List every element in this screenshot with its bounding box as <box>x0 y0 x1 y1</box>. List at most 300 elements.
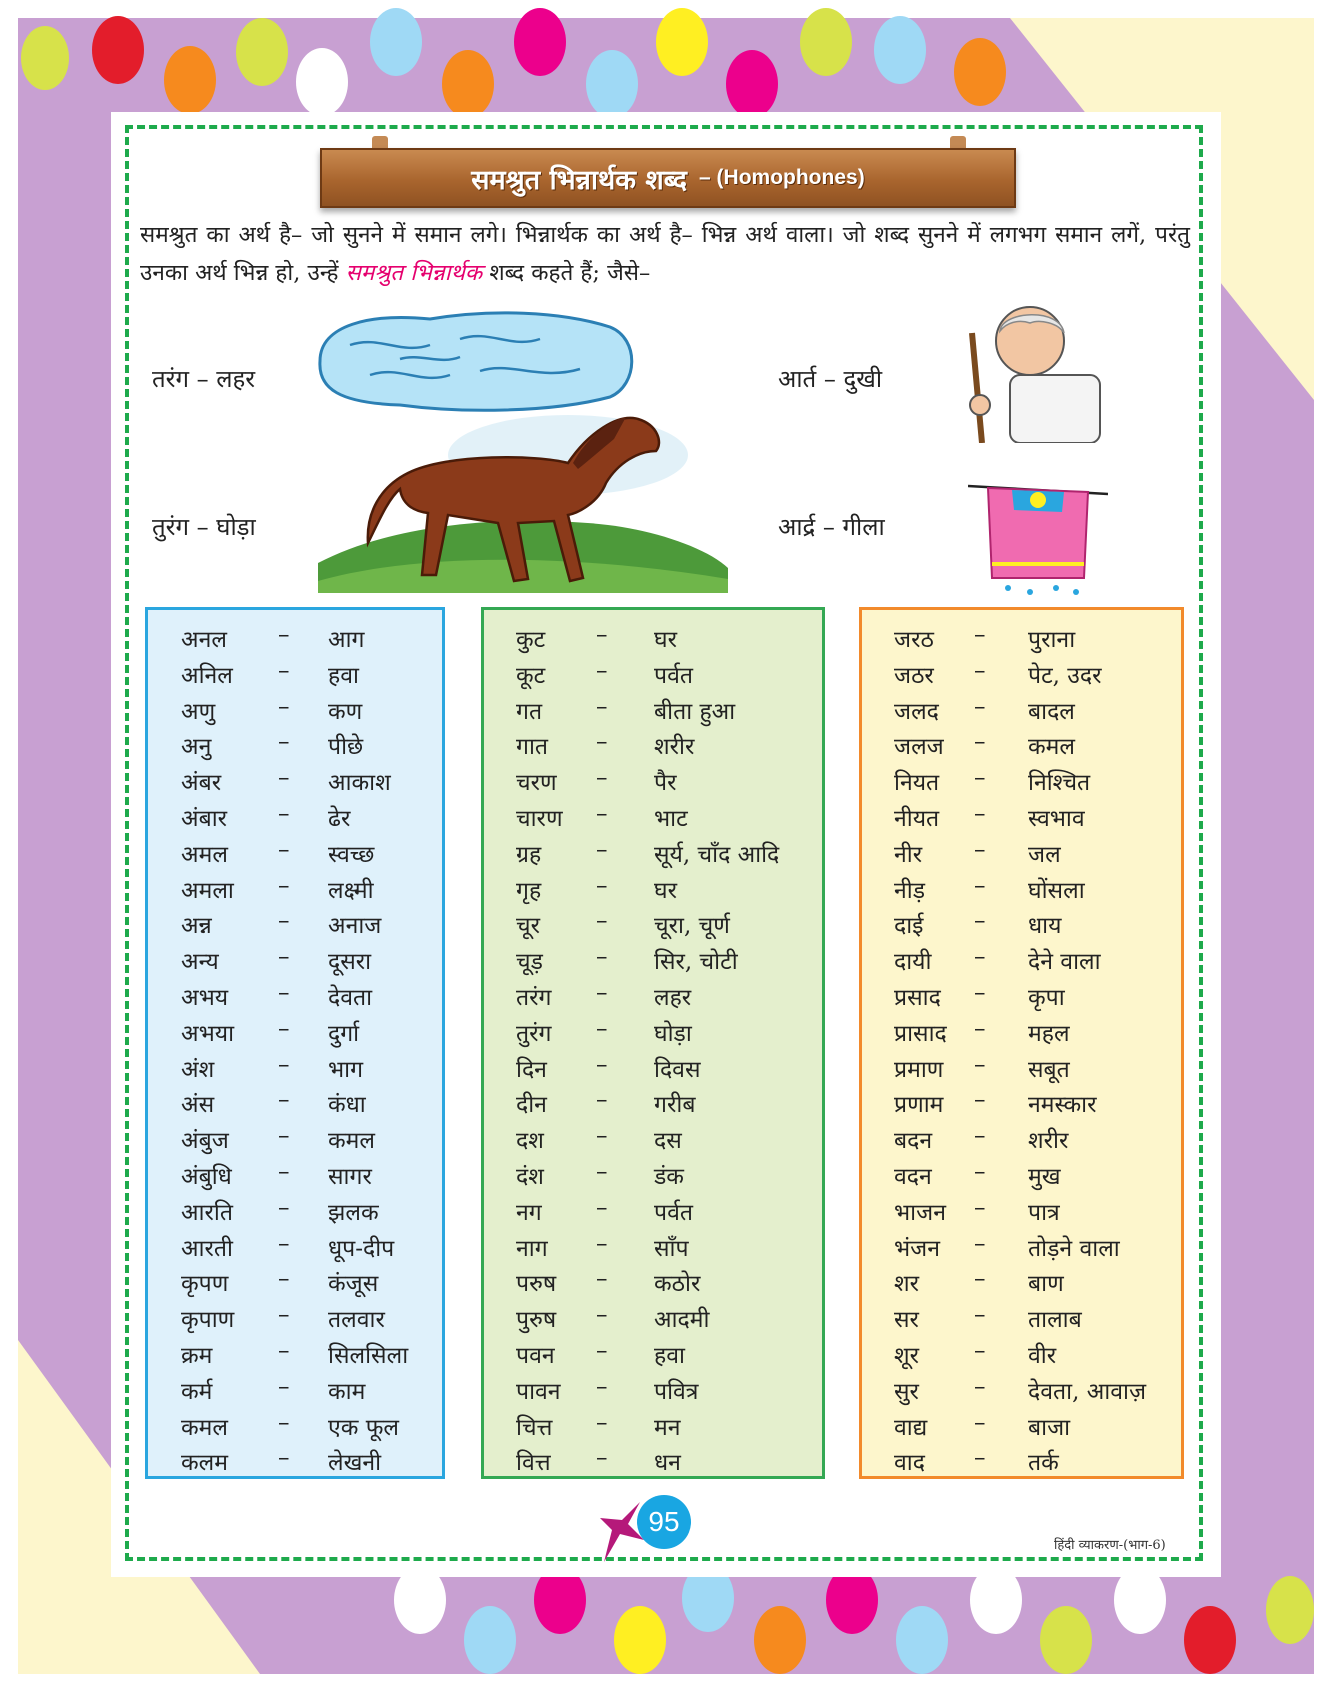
meaning: कमल <box>328 1128 376 1155</box>
word: भंजन <box>894 1235 940 1262</box>
word: अमल <box>181 841 228 868</box>
meaning: बाण <box>1028 1271 1064 1298</box>
dash-separator: – <box>974 800 986 827</box>
word-row <box>862 1083 1181 1119</box>
meaning: सबूत <box>1028 1056 1070 1083</box>
dash-separator: – <box>974 622 986 648</box>
word-row <box>148 654 442 690</box>
meaning: हवा <box>654 1342 685 1369</box>
word: अंबार <box>181 805 228 832</box>
word-row <box>862 976 1181 1012</box>
word-row <box>484 904 822 940</box>
word-row <box>484 1119 822 1155</box>
meaning: भाग <box>328 1056 364 1083</box>
word-row <box>484 1191 822 1227</box>
meaning: सिलसिला <box>328 1342 409 1369</box>
word: दायी <box>894 949 932 976</box>
dash-separator: – <box>596 1230 608 1257</box>
meaning: देने वाला <box>1028 949 1101 976</box>
title-english: – (Homophones) <box>699 166 865 189</box>
dash-separator: – <box>596 836 608 863</box>
word-row <box>484 1334 822 1370</box>
meaning: सूर्य, चाँद आदि <box>654 841 780 868</box>
word: दिन <box>516 1056 547 1083</box>
meaning: पात्र <box>1028 1199 1060 1226</box>
horse-illustration <box>318 403 728 593</box>
dash-separator: – <box>278 1051 290 1078</box>
meaning: पवित्र <box>654 1378 699 1405</box>
meaning: तालाब <box>1028 1307 1082 1334</box>
dash-separator: – <box>278 1409 290 1436</box>
meaning: काम <box>328 1378 366 1405</box>
dash-separator: – <box>278 1445 290 1472</box>
word-row <box>862 1191 1181 1227</box>
meaning: नमस्कार <box>1028 1092 1097 1119</box>
word-row <box>862 1155 1181 1191</box>
word: अंस <box>181 1092 215 1119</box>
word: वदन <box>894 1163 932 1190</box>
meaning: दूसरा <box>328 949 372 976</box>
word-row <box>862 1119 1181 1155</box>
meaning: घर <box>654 877 677 904</box>
meaning: पीछे <box>328 734 364 761</box>
word: कृपाण <box>181 1307 235 1334</box>
meaning: देवता, आवाज़ <box>1028 1378 1147 1405</box>
example-pair-3: तुरंग – घोड़ा <box>152 513 256 541</box>
word: कुट <box>516 627 546 653</box>
word: दीन <box>516 1092 547 1119</box>
word-row <box>484 940 822 976</box>
word-row <box>148 833 442 869</box>
word: अन्य <box>181 949 219 976</box>
meaning: तलवार <box>328 1307 385 1334</box>
word-row <box>862 797 1181 833</box>
dash-separator: – <box>278 1302 290 1329</box>
word: नीर <box>894 841 923 868</box>
meaning: दुर्गा <box>328 1020 360 1047</box>
dash-separator: – <box>596 1302 608 1329</box>
dash-separator: – <box>278 765 290 792</box>
word-row <box>148 1155 442 1191</box>
dash-separator: – <box>278 908 290 935</box>
intro-text-after: शब्द कहते हैं; जैसे– <box>482 260 651 286</box>
dash-separator: – <box>974 1158 986 1185</box>
dash-separator: – <box>974 1266 986 1293</box>
meaning: आकाश <box>328 770 391 797</box>
meaning: जल <box>1028 841 1061 868</box>
dash-separator: – <box>596 765 608 792</box>
word-row <box>148 904 442 940</box>
dash-separator: – <box>974 729 986 756</box>
word-row <box>148 869 442 905</box>
dash-separator: – <box>974 908 986 935</box>
word-row <box>862 618 1181 654</box>
word-row <box>862 833 1181 869</box>
word: प्रमाण <box>894 1056 944 1083</box>
dash-separator: – <box>596 729 608 756</box>
dash-separator: – <box>974 1373 986 1400</box>
dash-separator: – <box>278 1337 290 1364</box>
dash-separator: – <box>278 729 290 756</box>
word-row <box>148 725 442 761</box>
meaning: पर्वत <box>654 662 693 689</box>
meaning: निश्चित <box>1028 770 1091 797</box>
intro-paragraph <box>140 216 1190 292</box>
dash-separator: – <box>596 1445 608 1472</box>
word: प्रसाद <box>894 984 941 1011</box>
meaning: दस <box>654 1128 682 1155</box>
word-column-orange <box>859 607 1184 1479</box>
word: आरती <box>181 1235 233 1262</box>
word: सुर <box>894 1378 919 1405</box>
word: जरठ <box>894 627 934 653</box>
dash-separator: – <box>596 1409 608 1436</box>
dash-separator: – <box>974 1015 986 1042</box>
word: चित्त <box>516 1414 553 1441</box>
word-row <box>862 1262 1181 1298</box>
word: अनु <box>181 734 212 761</box>
word-row <box>484 690 822 726</box>
dash-separator: – <box>278 1015 290 1042</box>
word: वित्त <box>516 1450 551 1477</box>
meaning: झलक <box>328 1199 379 1226</box>
dash-separator: – <box>278 979 290 1006</box>
meaning: डंक <box>654 1163 684 1190</box>
word-row <box>148 1298 442 1334</box>
word-row <box>484 1406 822 1442</box>
word-row <box>484 725 822 761</box>
word: चारण <box>516 805 563 832</box>
word: पवन <box>516 1342 555 1369</box>
word: भाजन <box>894 1199 946 1226</box>
meaning: घर <box>654 627 677 653</box>
meaning: चूरा, चूर्ण <box>654 913 730 940</box>
dash-separator: – <box>278 836 290 863</box>
intro-text-before: समश्रुत का अर्थ है– जो सुनने में समान लगे। भिन्नार्थक का अर्थ है– भिन्न अर्थ वाला। जो शब्द सुनने में लगभग समान लगें, परंतु उनका अर्थ भिन्न हो, उन्हें <box>140 222 1190 286</box>
word-row <box>484 761 822 797</box>
word: बदन <box>894 1128 933 1155</box>
word: शर <box>894 1271 920 1298</box>
word-row <box>148 1441 442 1477</box>
dash-separator: – <box>278 693 290 720</box>
word: वाद <box>894 1450 925 1477</box>
dash-separator: – <box>974 1445 986 1472</box>
word: गृह <box>516 877 542 904</box>
dash-separator: – <box>974 872 986 899</box>
word: वाद्य <box>894 1414 928 1441</box>
dash-separator: – <box>278 1123 290 1150</box>
meaning: मन <box>654 1414 681 1441</box>
dash-separator: – <box>596 622 608 648</box>
word-row <box>862 1048 1181 1084</box>
word: नग <box>516 1199 542 1226</box>
dash-separator: – <box>596 1123 608 1150</box>
word-row <box>148 1012 442 1048</box>
word: चूर <box>516 913 541 940</box>
dash-separator: – <box>974 1337 986 1364</box>
dash-separator: – <box>278 622 290 648</box>
meaning: भाट <box>654 805 688 832</box>
word-row <box>484 1155 822 1191</box>
dash-separator: – <box>596 657 608 684</box>
dash-separator: – <box>278 657 290 684</box>
word-row <box>862 904 1181 940</box>
book-footer: हिंदी व्याकरण-(भाग-6) <box>1054 1538 1166 1553</box>
word-row <box>484 1012 822 1048</box>
example-pair-4: आर्द्र – गीला <box>778 513 885 541</box>
meaning: लक्ष्मी <box>328 877 374 904</box>
dash-separator: – <box>596 1015 608 1042</box>
word: गात <box>516 734 549 761</box>
dash-separator: – <box>278 1373 290 1400</box>
word: दाई <box>894 913 924 940</box>
word: अंबुधि <box>181 1163 232 1190</box>
word-row <box>148 940 442 976</box>
meaning: पुराना <box>1028 627 1076 653</box>
dash-separator: – <box>596 1266 608 1293</box>
meaning: आदमी <box>654 1307 710 1334</box>
meaning: एक फूल <box>328 1414 400 1441</box>
word-row <box>862 1406 1181 1442</box>
word-row <box>148 1119 442 1155</box>
word-row <box>862 1298 1181 1334</box>
word: अंबर <box>181 770 222 797</box>
word: कर्म <box>181 1378 213 1405</box>
meaning: पर्वत <box>654 1199 693 1226</box>
meaning: कण <box>328 698 363 725</box>
page-number: 95 <box>637 1495 691 1549</box>
word: अनल <box>181 627 227 653</box>
dash-separator: – <box>278 800 290 827</box>
word: परुष <box>516 1271 557 1298</box>
meaning: महल <box>1028 1020 1070 1047</box>
meaning: धाय <box>1028 913 1062 940</box>
word-column-green <box>481 607 825 1479</box>
word-row <box>148 1406 442 1442</box>
word-row <box>148 1191 442 1227</box>
meaning: कमल <box>1028 734 1076 761</box>
title-hindi: समश्रुत भिन्नार्थक शब्द <box>471 164 688 196</box>
meaning: साँप <box>654 1235 689 1262</box>
meaning: कंधा <box>328 1092 366 1119</box>
meaning: तोड़ने वाला <box>1028 1235 1120 1262</box>
word-row <box>148 1334 442 1370</box>
word-row <box>484 833 822 869</box>
meaning: हवा <box>328 662 359 689</box>
meaning: बीता हुआ <box>654 698 736 725</box>
word-row <box>862 869 1181 905</box>
word: कलम <box>181 1450 229 1477</box>
dash-separator: – <box>974 765 986 792</box>
example-pair-1: तरंग – लहर <box>152 365 256 393</box>
meaning: लेखनी <box>328 1450 382 1477</box>
dash-separator: – <box>596 979 608 1006</box>
word-row <box>484 1370 822 1406</box>
word-row <box>484 1298 822 1334</box>
word: कमल <box>181 1414 229 1441</box>
dash-separator: – <box>974 979 986 1006</box>
word: दंश <box>516 1163 544 1190</box>
meaning: घोड़ा <box>654 1020 692 1047</box>
meaning: पैर <box>654 770 677 797</box>
word-row <box>484 869 822 905</box>
word: प्रासाद <box>894 1020 947 1047</box>
dash-separator: – <box>278 872 290 899</box>
word-row <box>148 1370 442 1406</box>
word-row <box>862 654 1181 690</box>
word-row <box>484 1262 822 1298</box>
word-row <box>862 1227 1181 1263</box>
dash-separator: – <box>596 1194 608 1221</box>
meaning: सागर <box>328 1163 372 1190</box>
word: कृपण <box>181 1271 229 1298</box>
meaning: बाजा <box>1028 1414 1071 1441</box>
dash-separator: – <box>974 1194 986 1221</box>
meaning: मुख <box>1028 1163 1061 1190</box>
word: क्रम <box>181 1342 213 1369</box>
meaning: ढेर <box>328 805 351 832</box>
word: तरंग <box>516 984 552 1011</box>
word-row <box>862 1334 1181 1370</box>
dash-separator: – <box>278 1266 290 1293</box>
word: सर <box>894 1307 919 1334</box>
word-row <box>148 761 442 797</box>
word: नीड़ <box>894 877 926 904</box>
dash-separator: – <box>974 836 986 863</box>
meaning: दिवस <box>654 1056 701 1083</box>
meaning: बादल <box>1028 698 1075 725</box>
dash-separator: – <box>596 908 608 935</box>
word: अणु <box>181 698 216 725</box>
dash-separator: – <box>974 944 986 971</box>
old-man-illustration <box>960 293 1112 443</box>
word-row <box>862 690 1181 726</box>
word: चूड़ <box>516 949 543 976</box>
dash-separator: – <box>974 1302 986 1329</box>
dash-separator: – <box>974 1230 986 1257</box>
word: जलद <box>894 698 939 725</box>
meaning: स्वभाव <box>1028 805 1085 832</box>
meaning: लहर <box>654 984 692 1011</box>
word-row <box>148 1083 442 1119</box>
word-row <box>148 797 442 833</box>
word-row <box>484 797 822 833</box>
word-row <box>862 725 1181 761</box>
word-row <box>484 618 822 654</box>
word-row <box>484 1048 822 1084</box>
word: नाग <box>516 1235 548 1262</box>
meaning: घोंसला <box>1028 877 1085 904</box>
word-row <box>862 1012 1181 1048</box>
word-row <box>862 761 1181 797</box>
dash-separator: – <box>974 1409 986 1436</box>
word-column-blue <box>145 607 445 1479</box>
word-row <box>862 940 1181 976</box>
dash-separator: – <box>596 1051 608 1078</box>
dash-separator: – <box>596 872 608 899</box>
word-row <box>148 690 442 726</box>
dash-separator: – <box>278 1230 290 1257</box>
meaning: कठोर <box>654 1271 701 1298</box>
title-banner <box>320 148 1016 208</box>
word: चरण <box>516 770 557 797</box>
dash-separator: – <box>596 800 608 827</box>
dash-separator: – <box>278 1158 290 1185</box>
dash-separator: – <box>974 1087 986 1114</box>
meaning: धूप-दीप <box>328 1235 395 1262</box>
meaning: तर्क <box>1028 1450 1059 1477</box>
dash-separator: – <box>278 944 290 971</box>
word: शूर <box>894 1342 920 1369</box>
dash-separator: – <box>596 1087 608 1114</box>
dash-separator: – <box>596 1158 608 1185</box>
dash-separator: – <box>974 1051 986 1078</box>
word: प्रणाम <box>894 1092 944 1119</box>
word-row <box>148 976 442 1012</box>
word: जठर <box>894 662 934 689</box>
word: नियत <box>894 770 940 797</box>
meaning: शरीर <box>654 734 695 761</box>
meaning: कंजूस <box>328 1271 379 1298</box>
dash-separator: – <box>278 1087 290 1114</box>
word-row <box>148 1227 442 1263</box>
meaning: शरीर <box>1028 1128 1069 1155</box>
word-row <box>484 654 822 690</box>
word: अनिल <box>181 662 233 689</box>
meaning: सिर, चोटी <box>654 949 738 976</box>
meaning: देवता <box>328 984 373 1011</box>
dash-separator: – <box>596 944 608 971</box>
word-row <box>862 1370 1181 1406</box>
word: गत <box>516 698 543 725</box>
meaning: अनाज <box>328 913 382 940</box>
meaning: धन <box>654 1450 681 1477</box>
word-row <box>484 1083 822 1119</box>
word: आरति <box>181 1199 233 1226</box>
example-pair-2: आर्त – दुखी <box>778 365 883 393</box>
wave-illustration <box>310 305 640 417</box>
word: पुरुष <box>516 1307 557 1334</box>
word: जलज <box>894 734 944 761</box>
dash-separator: – <box>974 693 986 720</box>
word-row <box>484 1441 822 1477</box>
dash-separator: – <box>596 1373 608 1400</box>
word: अंश <box>181 1056 215 1083</box>
word: पावन <box>516 1378 561 1405</box>
dash-separator: – <box>596 1337 608 1364</box>
word: दश <box>516 1128 544 1155</box>
word: कूट <box>516 662 546 689</box>
dash-separator: – <box>974 1123 986 1150</box>
word-row <box>148 618 442 654</box>
meaning: गरीब <box>654 1092 696 1119</box>
word: तुरंग <box>516 1020 552 1047</box>
dash-separator: – <box>278 1194 290 1221</box>
word-row <box>484 976 822 1012</box>
dash-separator: – <box>596 693 608 720</box>
word-row <box>148 1262 442 1298</box>
meaning: वीर <box>1028 1342 1057 1369</box>
wet-cloth-illustration <box>968 478 1108 598</box>
word: अंबुज <box>181 1128 229 1155</box>
word: ग्रह <box>516 841 542 868</box>
meaning: स्वच्छ <box>328 841 375 868</box>
word: अभय <box>181 984 229 1011</box>
word-row <box>148 1048 442 1084</box>
word: नीयत <box>894 805 940 832</box>
word-row <box>484 1227 822 1263</box>
word: अभया <box>181 1020 235 1047</box>
